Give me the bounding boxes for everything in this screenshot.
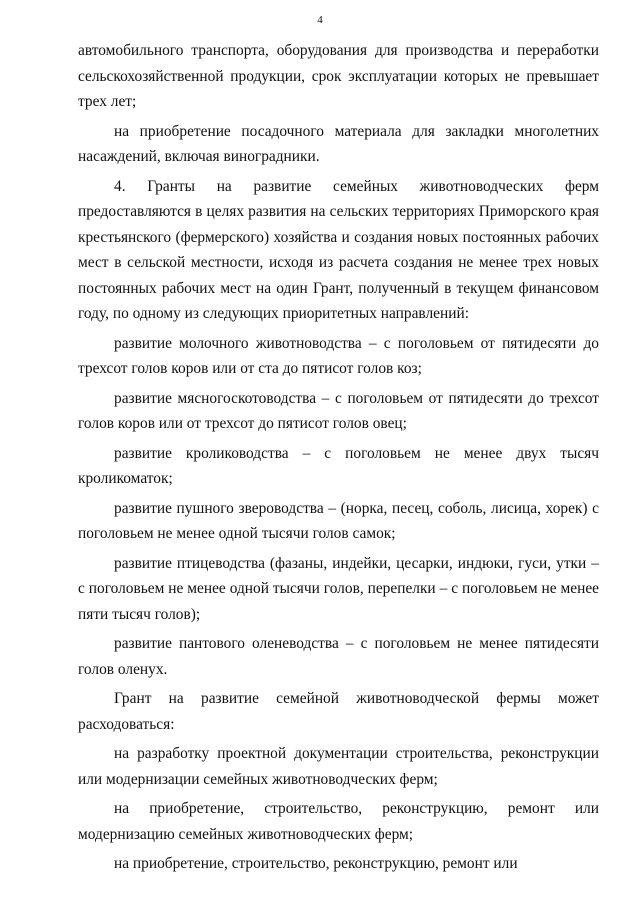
- paragraph-fur-farming: развитие пушного звероводства – (норка, песец, соболь, лисица, хорек) с поголовьем не менее одной тысячи голов самок;: [78, 499, 599, 542]
- paragraph-project-documentation: на разработку проектной документации строительства, реконструкции или модернизации семейных животноводческих ферм;: [78, 745, 599, 788]
- document-body: [78, 38, 599, 877]
- paragraph-planting-material: на приобретение посадочного материала для закладки многолетних насаждений, включая виноградники.: [78, 122, 599, 165]
- paragraph-farm-construction: на приобретение, строительство, реконструкцию, ремонт или модернизацию семейных животноводческих ферм;: [78, 800, 599, 843]
- paragraph-dairy: развитие молочного животноводства – с поголовьем от пятидесяти до трехсот голов коров или от ста до пятисот голов коз;: [78, 334, 599, 377]
- paragraph-poultry: развитие птицеводства (фазаны, индейки, цесарки, индюки, гуси, утки – с поголовьем не менее одной тысячи голов, перепелки – с поголовьем не менее пяти тысяч голов);: [78, 554, 599, 623]
- paragraph-grants-clause-4: 4. Гранты на развитие семейных животноводческих ферм предоставляются в целях развития на сельских территориях Приморского края крестьянского (фермерского) хозяйства и создания новых постоянных рабочих мест в сельской местности, исходя из расчета создания не менее трех новых постоянных рабочих мест на один Грант, полученный в текущем финансовом году, по одному из следующих приоритетных направлений:: [78, 177, 599, 322]
- paragraph-beef-cattle: развитие мясногоскотоводства – с поголовьем от пятидесяти до трехсот голов коров или от трехсот до пятисот голов овец;: [78, 389, 599, 432]
- paragraph-grant-expenses-intro: Грант на развитие семейной животноводческой фермы может расходоваться:: [78, 690, 599, 733]
- paragraph-truncated: на приобретение, строительство, реконструкцию, ремонт или: [114, 855, 518, 872]
- paragraph-deer-breeding: развитие пантового оленеводства – с поголовьем не менее пятидесяти голов оленух.: [78, 635, 599, 678]
- paragraph-rabbit-breeding: развитие кролиководства – с поголовьем не менее двух тысяч кроликоматок;: [78, 444, 599, 487]
- page-number: 4: [317, 14, 323, 26]
- paragraph-continuation: автомобильного транспорта, оборудования для производства и переработки сельскохозяйственной продукции, срок эксплуатации которых не превышает трех лет;: [78, 42, 599, 110]
